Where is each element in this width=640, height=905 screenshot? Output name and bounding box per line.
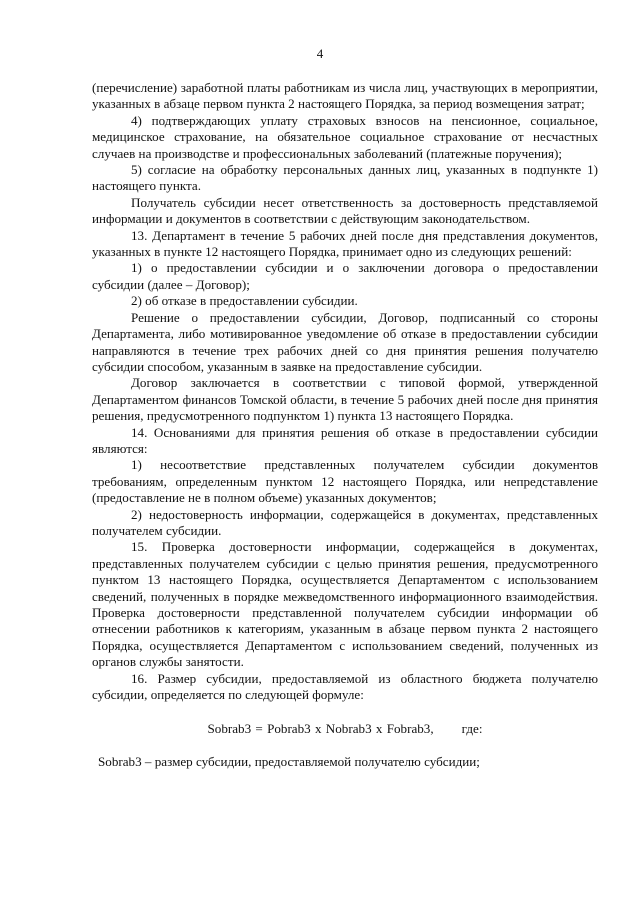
formula-definition-sobrab3: Sobrab3 – размер субсидии, предоставляемой получателю субсидии; bbox=[98, 753, 480, 769]
paragraph-section-14: 14. Основаниями для принятия решения об отказе в предоставлении субсидии являются: bbox=[92, 424, 598, 456]
paragraph-section-13: 13. Департамент в течение 5 рабочих дней после дня представления документов, указанных в пункте 12 настоящего Порядка, принимает одно из следующих решений: bbox=[92, 227, 598, 260]
paragraph-14-ground-2: 2) недостоверность информации, содержащейся в документах, представленных получателем субсидии. bbox=[92, 506, 598, 538]
paragraph-item-5-consent: 5) согласие на обработку персональных данных лиц, указанных в подпункте 1) настоящего пункта. bbox=[92, 162, 598, 194]
formula-where: где: bbox=[461, 721, 483, 737]
formula-expression: Sobrab3 = Pobrab3 x Nobrab3 x Fobrab3, bbox=[207, 721, 434, 737]
paragraph-13-option-1: 1) о предоставлении субсидии и о заключении договора о предоставлении субсидии (далее – Договор); bbox=[92, 260, 598, 292]
paragraph-item-4-insurance: 4) подтверждающих уплату страховых взносов на пенсионное, социальное, медицинское страхование, на обязательное социальное страхование от несчастных случаев на производстве и профессиональных заболеваний (платежные поручения); bbox=[92, 112, 598, 161]
subsidy-formula bbox=[92, 721, 598, 737]
paragraph-13-option-2: 2) об отказе в предоставлении субсидии. bbox=[131, 293, 358, 309]
paragraph-decision-notice: Решение о предоставлении субсидии, Договор, подписанный со стороны Департамента, либо мотивированное уведомление об отказе в предоставлении субсидии направляются в течение трех рабочих дней со дня принятия решения получателю субсидии способом, указанным в заявке на предоставление субсидии. bbox=[92, 309, 598, 374]
page-number: 4 bbox=[316, 46, 324, 61]
paragraph-responsibility: Получатель субсидии несет ответственность за достоверность представляемой информации и документов в соответствии с действующим законодательством. bbox=[92, 194, 598, 227]
paragraph-section-15: 15. Проверка достоверности информации, содержащейся в документах, представленных получателем субсидии с целью принятия решения, предусмотренного пунктом 13 настоящего Порядка, осуществляется Департаментом с использованием сведений, полученных в порядке межведомственного информационного взаимодействия. Проверка достоверности представленной получателем субсидии информации об отнесении работников к категориям, указанным в абзаце первом пункта 2 настоящего Порядка, осуществляется Департаментом с использованием сведений, полученных из органов службы занятости. bbox=[92, 539, 598, 670]
paragraph-continuation: (перечисление) заработной платы работникам из числа лиц, участвующих в мероприятии, указанных в абзаце первом пункта 2 настоящего Порядка, за период возмещения затрат; bbox=[92, 80, 598, 112]
document-body bbox=[92, 80, 598, 770]
paragraph-contract: Договор заключается в соответствии с типовой формой, утвержденной Департаментом финансов Томской области, в течение 5 рабочих дней после дня принятия решения, предусмотренного подпунктом 1) пункта 13 настоящего Порядка. bbox=[92, 375, 598, 424]
paragraph-14-ground-1: 1) несоответствие представленных получателем субсидии документов требованиям, определенным пунктом 12 настоящего Порядка, или непредставление (предоставление не в полном объеме) указанных документов; bbox=[92, 457, 598, 506]
paragraph-section-16: 16. Размер субсидии, предоставляемой из областного бюджета получателю субсидии, определяется по следующей формуле: bbox=[92, 670, 598, 703]
